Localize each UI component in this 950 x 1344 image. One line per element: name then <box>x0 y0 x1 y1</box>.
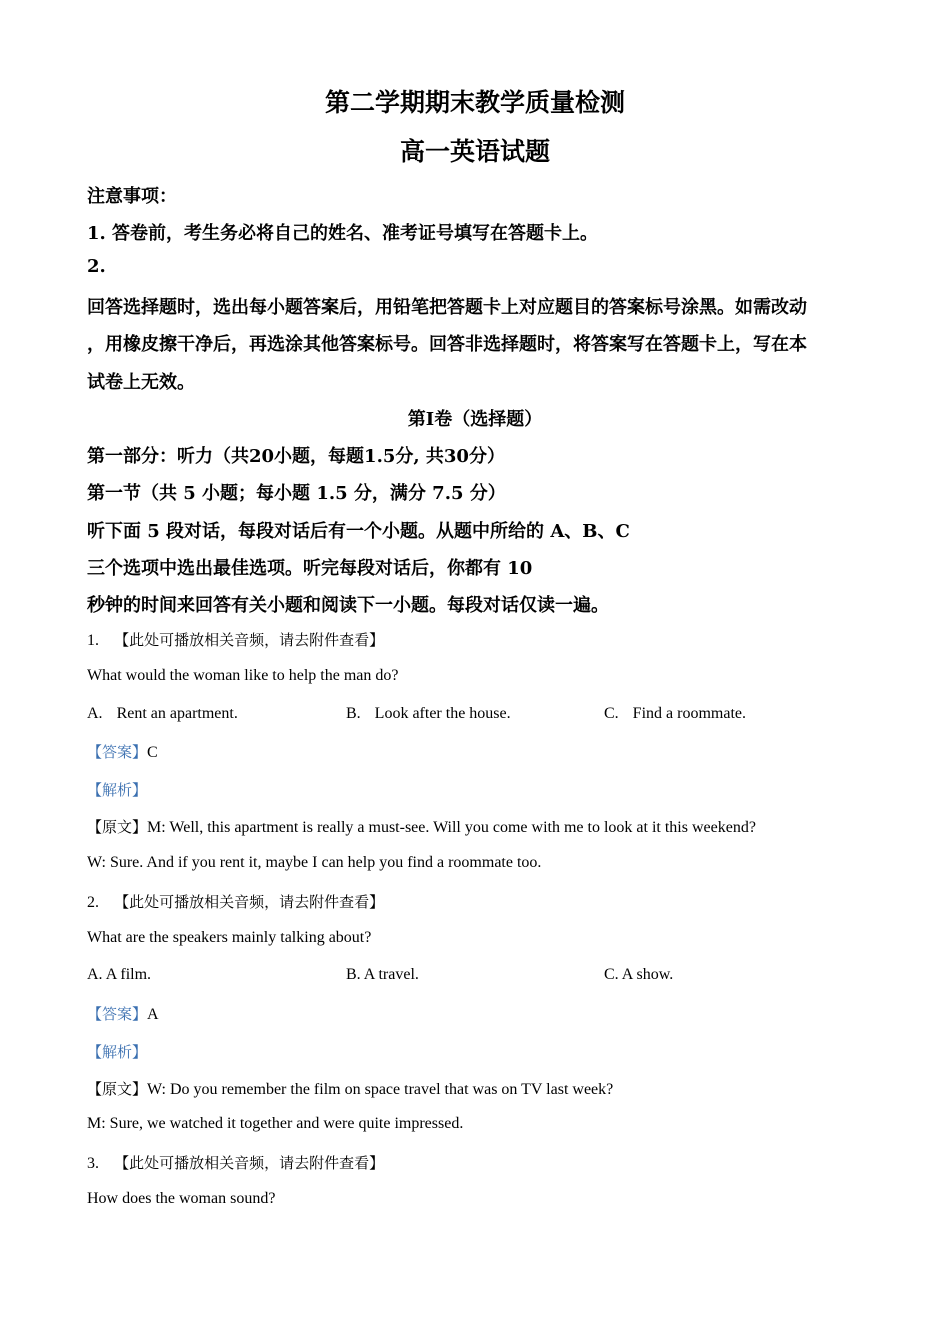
question-1-header <box>87 629 384 650</box>
option-text: A film. <box>105 966 152 983</box>
exam-title: 第二学期期末教学质量检测 <box>324 88 625 117</box>
question-number: 2. <box>87 894 99 911</box>
audio-placeholder: 【此处可播放相关音频，请去附件查看】 <box>114 1154 385 1172</box>
answer-value: C <box>147 744 158 761</box>
instructions-line-3: 秒钟的时间来回答有关小题和阅读下一小题。每段对话仅读一遍。 <box>87 595 609 616</box>
notice-item-2-line-3: 试卷上无效。 <box>87 372 195 393</box>
answer-value: A <box>147 1006 159 1023</box>
notice-item-1: 1. 答卷前，考生务必将自己的姓名、准考证号填写在答题卡上。 <box>87 223 599 244</box>
question-1-analysis-label: 【解析】 <box>87 781 148 799</box>
notice-heading: 注意事项： <box>87 186 177 207</box>
option-letter: A. <box>87 705 103 722</box>
source-text: W: Do you remember the film on space travel that was on TV last week? <box>147 1081 614 1098</box>
option-text: A travel. <box>363 966 419 983</box>
source-label: 【原文】 <box>87 1080 148 1098</box>
question-1-option-a <box>87 705 238 723</box>
notice-item-2-number: 2. <box>87 256 106 277</box>
question-number: 3. <box>87 1155 99 1172</box>
option-text: A show. <box>621 966 674 983</box>
question-2-option-b <box>346 966 419 984</box>
part-1-heading: 第一部分：听力（共20小题，每题1.5分, 共30分） <box>87 446 505 467</box>
question-2-option-c <box>604 966 673 984</box>
option-letter: B. <box>346 705 361 722</box>
section-1-heading: 第一节（共 5 小题；每小题 1.5 分，满分 7.5 分） <box>87 483 506 504</box>
answer-label: 【答案】 <box>87 1005 148 1023</box>
option-letter: C. <box>604 966 619 983</box>
option-text: Rent an apartment. <box>116 705 238 722</box>
question-number: 1. <box>87 632 99 649</box>
question-2-source-line-2: M: Sure, we watched it together and were quite impressed. <box>87 1115 464 1132</box>
question-1-option-c <box>604 705 746 723</box>
question-2-stem: What are the speakers mainly talking about? <box>87 929 372 946</box>
question-2-answer <box>87 1003 159 1024</box>
question-3-header <box>87 1152 384 1173</box>
option-text: Look after the house. <box>374 705 511 722</box>
instructions-line-2: 三个选项中选出最佳选项。听完每段对话后，你都有 10 <box>87 558 533 579</box>
question-2-option-a <box>87 966 151 984</box>
answer-label: 【答案】 <box>87 743 148 761</box>
source-label: 【原文】 <box>87 818 148 836</box>
question-1-source-line-2: W: Sure. And if you rent it, maybe I can help you find a roommate too. <box>87 854 542 871</box>
question-2-header <box>87 891 384 912</box>
instructions-line-1: 听下面 5 段对话，每段对话后有一个小题。从题中所给的 A、B、C <box>87 521 630 542</box>
question-1-answer <box>87 741 158 762</box>
option-text: Find a roommate. <box>632 705 746 722</box>
question-3-stem: How does the woman sound? <box>87 1190 276 1207</box>
notice-item-2-line-1: 回答选择题时，选出每小题答案后，用铅笔把答题卡上对应题目的答案标号涂黑。如需改动 <box>87 297 807 318</box>
audio-placeholder: 【此处可播放相关音频，请去附件查看】 <box>114 893 385 911</box>
question-2-analysis-label: 【解析】 <box>87 1043 148 1061</box>
source-text: M: Well, this apartment is really a must-see. Will you come with me to look at it this weekend? <box>147 819 756 836</box>
question-2-source-line-1 <box>87 1078 613 1099</box>
question-1-stem: What would the woman like to help the man do? <box>87 667 399 684</box>
volume-heading: 第I卷（选择题） <box>407 409 543 430</box>
question-1-option-b <box>346 705 511 723</box>
question-1-source-line-1 <box>87 816 756 837</box>
audio-placeholder: 【此处可播放相关音频，请去附件查看】 <box>114 631 385 649</box>
notice-item-2-line-2: ，用橡皮擦干净后，再选涂其他答案标号。回答非选择题时，将答案写在答题卡上，写在本 <box>87 334 807 355</box>
exam-subtitle: 高一英语试题 <box>399 137 550 166</box>
option-letter: A. <box>87 966 103 983</box>
option-letter: C. <box>604 705 619 722</box>
option-letter: B. <box>346 966 361 983</box>
